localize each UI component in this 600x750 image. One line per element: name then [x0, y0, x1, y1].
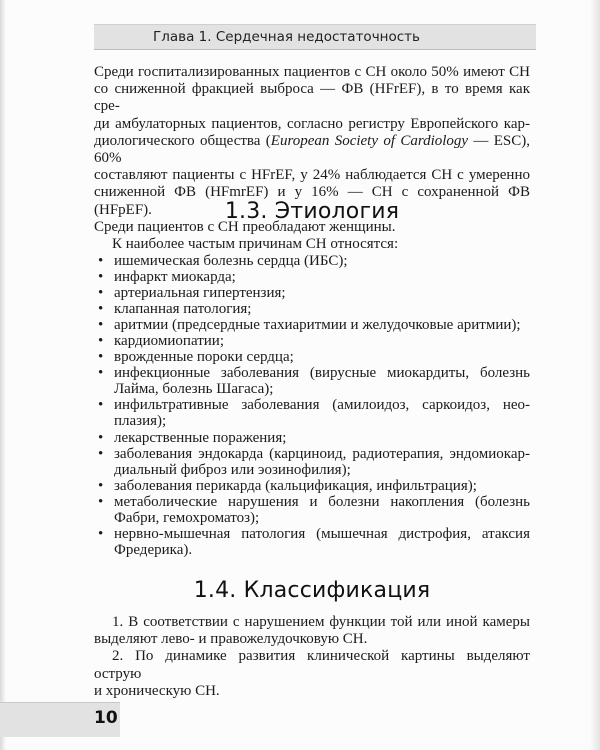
page-number: 10: [94, 708, 118, 728]
cause-item-text: Фредерика).: [114, 541, 193, 558]
classification-line: 2. По динамике развития клинической картины выделяют острую: [94, 648, 530, 682]
cause-item-text: кардиомиопатии;: [114, 333, 224, 350]
intro-line: составляют пациенты с HFrEF, у 24% наблюдается СН с умеренно: [94, 167, 530, 184]
cause-item: [94, 285, 530, 301]
cause-item-text: инфильтративные заболевания (амилоидоз, саркоидоз, нео-: [114, 397, 530, 414]
bullet-icon: •: [98, 349, 104, 366]
cause-item-text: лекарственные поражения;: [114, 429, 287, 446]
bullet-icon: •: [98, 269, 104, 286]
cause-item: [94, 269, 530, 285]
cause-item-text: инфекционные заболевания (вирусные миокардиты, болезнь: [114, 365, 530, 382]
cause-item-text: Лайма, болезнь Шагаса);: [114, 381, 274, 398]
classification-line: 1. В соответствии с нарушением функции той или иной камеры: [112, 614, 530, 630]
esc-name: European Society of Cardiology: [270, 132, 469, 149]
cause-item: [94, 301, 530, 317]
bullet-icon: •: [98, 253, 104, 269]
bullet-icon: •: [98, 317, 104, 334]
cause-item-text: плазия);: [114, 413, 167, 430]
cause-item-text: нервно-мышечная патология (мышечная дистрофия, атаксия: [114, 525, 530, 542]
cause-item-text: заболевания эндокарда (карциноид, радиотерапия, эндомиокар-: [114, 445, 530, 462]
cause-item: [94, 333, 530, 349]
bullet-icon: •: [98, 285, 104, 302]
cause-item-text: артериальная гипертензия;: [114, 285, 286, 302]
cause-item: [94, 494, 530, 526]
intro-line: диологического общества (European Society of Cardiology — ESC), 60%: [94, 132, 531, 167]
cause-item: [94, 397, 530, 429]
cause-item: [94, 253, 530, 269]
running-head-title: Глава 1. Сердечная недостаточность: [153, 29, 420, 45]
bullet-icon: •: [98, 429, 104, 446]
running-head-bar: [94, 24, 536, 50]
bullet-icon: •: [98, 493, 104, 510]
cause-item-text: метаболические нарушения и болезни накопления (болезнь: [114, 493, 530, 510]
classification-paragraphs: [94, 614, 530, 700]
bullet-icon: •: [98, 525, 104, 542]
cause-item: [94, 349, 530, 365]
cause-item-text: Фабри, гемохроматоз);: [114, 509, 260, 526]
cause-item: [94, 317, 530, 333]
etiology-lead: К наиболее частым причинам СН относятся:: [112, 236, 399, 252]
intro-line: сниженной ФВ (HFmrEF) и у 16% — СН с сохраненной ФВ (HFpEF).: [94, 184, 530, 218]
bullet-icon: •: [98, 333, 104, 350]
cause-item: [94, 526, 530, 558]
cause-item-text: заболевания перикарда (кальцификация, инфильтрация);: [114, 477, 477, 494]
cause-item: [94, 365, 530, 397]
page-edge-left: [0, 0, 6, 750]
bullet-icon: •: [98, 445, 104, 462]
cause-item-text: инфаркт миокарда;: [114, 269, 236, 286]
intro-line: Среди госпитализированных пациентов с СН около 50% имеют СН: [94, 64, 530, 80]
intro-line: Среди пациентов с СН преобладают женщины.: [94, 218, 396, 235]
cause-item: [94, 430, 530, 446]
cause-item-text: диальный фиброз или эозинофилия);: [114, 461, 351, 478]
cause-item: [94, 478, 530, 494]
cause-item-text: ишемическая болезнь сердца (ИБС);: [114, 253, 348, 269]
classification-line: выделяют лево- и правожелудочковую СН.: [94, 631, 368, 648]
causes-list: [94, 253, 530, 558]
cause-item: [94, 446, 530, 478]
classification-line: и хроническую СН.: [94, 682, 220, 699]
bullet-icon: •: [98, 301, 104, 318]
section-heading-etiology: 1.3. Этиология: [224, 199, 400, 224]
bullet-icon: •: [98, 477, 104, 494]
bullet-icon: •: [98, 365, 104, 382]
cause-item-text: врожденные пороки сердца;: [114, 349, 294, 366]
intro-line: ди амбулаторных пациентов, согласно регистру Европейского кар-: [94, 115, 530, 132]
page-edge-right: [590, 0, 600, 750]
cause-item-text: аритмии (предсердные тахиаритмии и желудочковые аритмии);: [114, 317, 521, 334]
cause-item-text: клапанная патология;: [114, 301, 252, 318]
section-heading-classification: 1.4. Классификация: [193, 578, 431, 603]
intro-line: со сниженной фракцией выброса — ФВ (HFrEF), в то время как сре-: [94, 81, 530, 115]
bullet-icon: •: [98, 397, 104, 414]
